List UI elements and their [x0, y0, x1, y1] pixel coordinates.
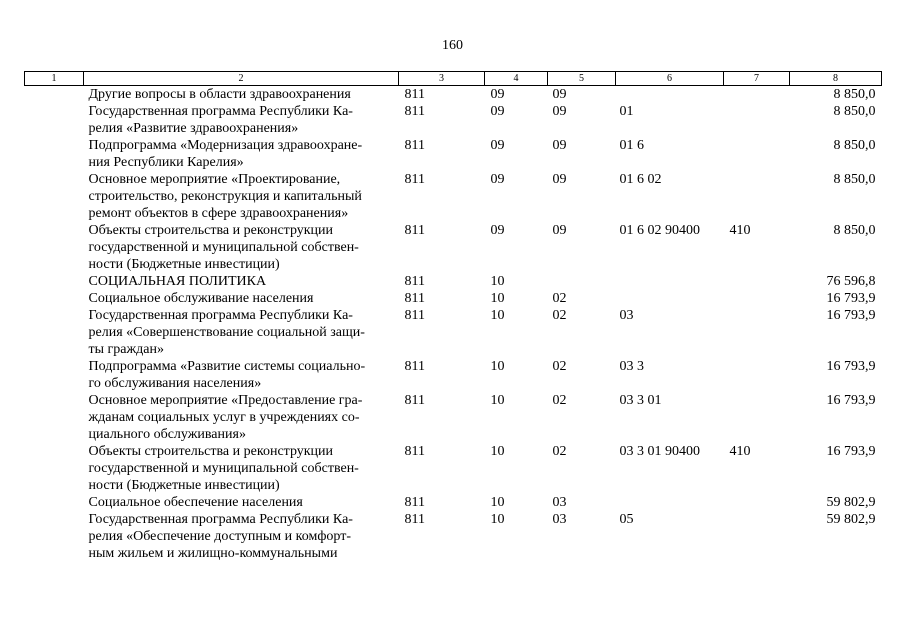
section-cell: 10 [490, 291, 505, 306]
target-article-cell [616, 290, 724, 307]
table-row [25, 86, 882, 104]
subsection-cell: 02 [552, 444, 567, 459]
target-article-cell [616, 273, 724, 290]
subsection-cell: 02 [552, 359, 567, 374]
table-row [25, 494, 882, 511]
subsection-cell: 02 [552, 308, 567, 323]
table-row [25, 358, 882, 392]
target-article-cell: 01 6 [619, 138, 644, 153]
amount-cell: 16 793,9 [826, 393, 876, 408]
target-article-cell: 01 6 02 [619, 172, 662, 187]
row-number-cell [25, 222, 84, 273]
subsection-cell: 03 [552, 512, 567, 527]
expense-type-cell: 410 [729, 223, 751, 238]
budget-table [24, 71, 882, 562]
amount-cell: 8 850,0 [833, 172, 876, 187]
table-row [25, 222, 882, 273]
column-header-6: 6 [616, 72, 724, 86]
amount-cell: 59 802,9 [826, 495, 876, 510]
table-row [25, 273, 882, 290]
target-article-cell [616, 86, 724, 104]
section-cell: 09 [490, 104, 505, 119]
table-row [25, 171, 882, 222]
section-cell: 10 [490, 393, 505, 408]
admin-code-cell: 811 [404, 512, 425, 527]
target-article-cell: 03 3 01 [619, 393, 662, 408]
amount-cell: 8 850,0 [833, 87, 876, 102]
row-name-cell: Государственная программа Республики Ка- релия «Обеспечение доступным и комфорт- ным жильем и жилищно-коммунальными [88, 512, 353, 561]
row-number-cell [25, 103, 84, 137]
expense-type-cell [724, 290, 790, 307]
page-number: 160 [442, 38, 463, 53]
subsection-cell: 09 [552, 223, 567, 238]
row-name-cell: Государственная программа Республики Ка- релия «Развитие здравоохранения» [88, 104, 353, 136]
column-header-8: 8 [790, 72, 882, 86]
section-cell: 10 [490, 308, 505, 323]
section-cell: 10 [490, 274, 505, 289]
amount-cell: 8 850,0 [833, 223, 876, 238]
admin-code-cell: 811 [404, 274, 425, 289]
expense-type-cell [724, 392, 790, 443]
amount-cell: 16 793,9 [826, 359, 876, 374]
table-row [25, 307, 882, 358]
column-header-7: 7 [724, 72, 790, 86]
target-article-cell: 03 3 [619, 359, 644, 374]
row-name-cell: Объекты строительства и реконструкции государственной и муниципальной собствен- ности (Бюджетные инвестиции) [88, 223, 359, 272]
admin-code-cell: 811 [404, 444, 425, 459]
row-number-cell [25, 511, 84, 562]
column-header-2: 2 [84, 72, 399, 86]
row-name-cell: Социальное обслуживание населения [88, 291, 314, 306]
section-cell: 10 [490, 512, 505, 527]
row-name-cell: Объекты строительства и реконструкции государственной и муниципальной собствен- ности (Бюджетные инвестиции) [88, 444, 359, 493]
target-article-cell: 05 [619, 512, 634, 527]
row-number-cell [25, 290, 84, 307]
row-number-cell [25, 273, 84, 290]
row-name-cell: СОЦИАЛЬНАЯ ПОЛИТИКА [88, 274, 267, 289]
row-name-cell: Подпрограмма «Развитие системы социально- го обслуживания населения» [88, 359, 366, 391]
expense-type-cell [724, 137, 790, 171]
section-cell: 09 [490, 138, 505, 153]
table-row [25, 137, 882, 171]
table-row [25, 392, 882, 443]
row-number-cell [25, 392, 84, 443]
expense-type-cell [724, 273, 790, 290]
subsection-cell: 09 [552, 104, 567, 119]
subsection-cell: 02 [552, 291, 567, 306]
admin-code-cell: 811 [404, 104, 425, 119]
admin-code-cell: 811 [404, 87, 425, 102]
subsection-cell: 09 [552, 87, 567, 102]
row-number-cell [25, 171, 84, 222]
section-cell: 10 [490, 444, 505, 459]
row-number-cell [25, 443, 84, 494]
table-row [25, 511, 882, 562]
expense-type-cell: 410 [729, 444, 751, 459]
admin-code-cell: 811 [404, 223, 425, 238]
row-name-cell: Другие вопросы в области здравоохранения [88, 87, 351, 102]
admin-code-cell: 811 [404, 291, 425, 306]
admin-code-cell: 811 [404, 172, 425, 187]
amount-cell: 16 793,9 [826, 444, 876, 459]
amount-cell: 16 793,9 [826, 291, 876, 306]
row-name-cell: Подпрограмма «Модернизация здравоохране- ния Республики Карелия» [88, 138, 363, 170]
row-name-cell: Основное мероприятие «Проектирование, строительство, реконструкция и капитальный ремонт объектов в сфере здравоохранения» [88, 172, 362, 221]
row-name-cell: Основное мероприятие «Предоставление гра- жданам социальных услуг в учреждениях со- циального обслуживания» [88, 393, 363, 442]
expense-type-cell [724, 511, 790, 562]
section-cell: 09 [490, 172, 505, 187]
column-number-row [25, 72, 882, 86]
admin-code-cell: 811 [404, 359, 425, 374]
expense-type-cell [724, 103, 790, 137]
target-article-cell: 01 [619, 104, 634, 119]
column-header-1: 1 [25, 72, 84, 86]
subsection-cell: 09 [552, 172, 567, 187]
target-article-cell: 03 3 01 90400 [619, 444, 700, 459]
section-cell: 10 [490, 359, 505, 374]
column-header-3: 3 [399, 72, 485, 86]
section-cell: 09 [490, 87, 505, 102]
admin-code-cell: 811 [404, 495, 425, 510]
row-number-cell [25, 494, 84, 511]
section-cell: 09 [490, 223, 505, 238]
target-article-cell [616, 494, 724, 511]
row-name-cell: Государственная программа Республики Ка- релия «Совершенствование социальной защи- ты граждан» [88, 308, 365, 357]
row-name-cell: Социальное обеспечение населения [88, 495, 303, 510]
admin-code-cell: 811 [404, 138, 425, 153]
row-number-cell [25, 137, 84, 171]
amount-cell: 76 596,8 [826, 274, 876, 289]
row-number-cell [25, 358, 84, 392]
expense-type-cell [724, 358, 790, 392]
expense-type-cell [724, 307, 790, 358]
target-article-cell: 01 6 02 90400 [619, 223, 700, 238]
table-row [25, 103, 882, 137]
amount-cell: 59 802,9 [826, 512, 876, 527]
subsection-cell [548, 273, 616, 290]
amount-cell: 8 850,0 [833, 104, 876, 119]
section-cell: 10 [490, 495, 505, 510]
column-header-4: 4 [485, 72, 548, 86]
row-number-cell [25, 307, 84, 358]
admin-code-cell: 811 [404, 393, 425, 408]
table-row [25, 290, 882, 307]
expense-type-cell [724, 86, 790, 104]
subsection-cell: 03 [552, 495, 567, 510]
amount-cell: 16 793,9 [826, 308, 876, 323]
expense-type-cell [724, 494, 790, 511]
expense-type-cell [724, 171, 790, 222]
table-body [25, 86, 882, 563]
table-row [25, 443, 882, 494]
row-number-cell [25, 86, 84, 104]
subsection-cell: 02 [552, 393, 567, 408]
target-article-cell: 03 [619, 308, 634, 323]
admin-code-cell: 811 [404, 308, 425, 323]
column-header-5: 5 [548, 72, 616, 86]
amount-cell: 8 850,0 [833, 138, 876, 153]
subsection-cell: 09 [552, 138, 567, 153]
